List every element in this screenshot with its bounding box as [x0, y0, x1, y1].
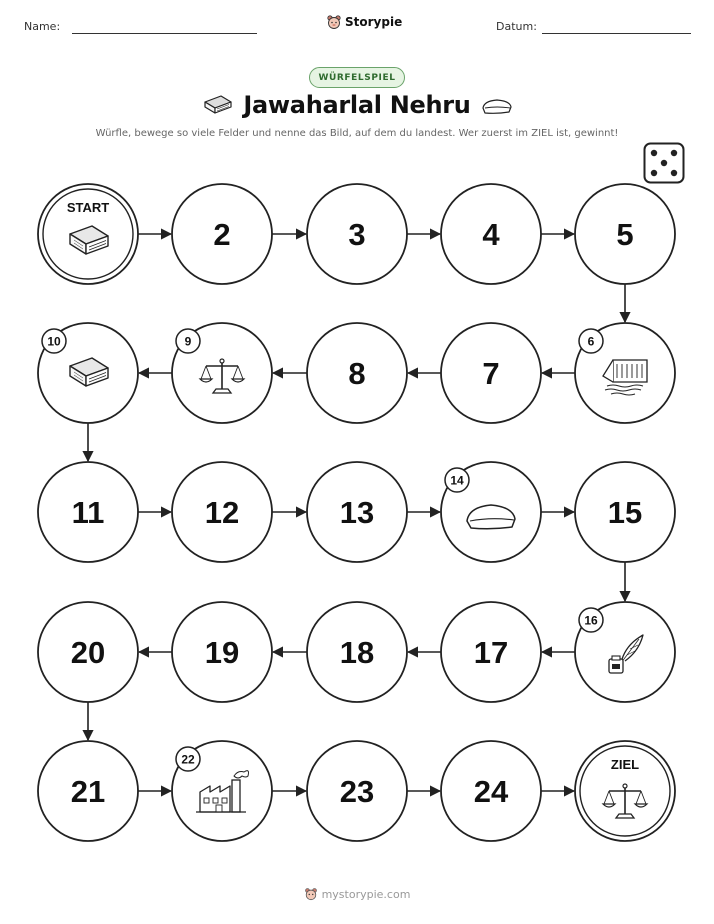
- field-20[interactable]: [38, 602, 138, 702]
- field-19[interactable]: [172, 602, 272, 702]
- field-17[interactable]: [441, 602, 541, 702]
- board-fields: [38, 184, 675, 841]
- field-number-badge: 16: [584, 613, 598, 628]
- field-number: 24: [473, 774, 509, 809]
- field-number: 13: [339, 495, 375, 530]
- field-24[interactable]: [441, 741, 541, 841]
- field-23[interactable]: [307, 741, 407, 841]
- field-9[interactable]: [172, 323, 272, 423]
- field-7[interactable]: [441, 323, 541, 423]
- field-number: 15: [607, 495, 643, 530]
- field-13[interactable]: [307, 462, 407, 562]
- field-10[interactable]: [38, 323, 138, 423]
- field-number: 17: [473, 635, 509, 670]
- field-2[interactable]: [172, 184, 272, 284]
- field-number: 7: [482, 356, 500, 391]
- field-number-badge: 9: [184, 334, 192, 349]
- field-14[interactable]: [441, 462, 541, 562]
- field-number: 11: [71, 495, 105, 530]
- field-22[interactable]: [172, 741, 272, 841]
- field-number: 19: [204, 635, 240, 670]
- field-start[interactable]: [38, 184, 138, 284]
- field-number: 18: [339, 635, 375, 670]
- storypie-mascot-icon: [304, 887, 318, 901]
- footer: [0, 887, 714, 901]
- page-title: Jawaharlal Nehru: [243, 91, 471, 119]
- field-4[interactable]: [441, 184, 541, 284]
- field-number: 12: [204, 495, 240, 530]
- field-label: START: [66, 200, 110, 215]
- instructions-text: Würfle, bewege so viele Felder und nenne das Bild, auf dem du landest. Wer zuerst im ZIEL ist, gewinnt!: [95, 128, 619, 139]
- field-number-badge: 22: [181, 752, 195, 767]
- field-3[interactable]: [307, 184, 407, 284]
- field-number-badge: 10: [47, 334, 61, 349]
- field-number: 23: [339, 774, 375, 809]
- field-15[interactable]: [575, 462, 675, 562]
- field-number-badge: 14: [450, 473, 464, 488]
- footer-url[interactable]: mystorypie.com: [321, 887, 411, 901]
- field-5[interactable]: [575, 184, 675, 284]
- name-label: Name:: [24, 20, 61, 33]
- brand-name: Storypie: [345, 15, 403, 29]
- field-12[interactable]: [172, 462, 272, 562]
- field-number: 21: [70, 774, 106, 809]
- field-number: 2: [213, 217, 231, 252]
- field-18[interactable]: [307, 602, 407, 702]
- field-goal[interactable]: [575, 741, 675, 841]
- field-8[interactable]: [307, 323, 407, 423]
- field-number-badge: 6: [587, 334, 595, 349]
- field-21[interactable]: [38, 741, 138, 841]
- game-type-badge: WÜRFELSPIEL: [309, 67, 405, 88]
- field-number: 3: [348, 217, 366, 252]
- field-16[interactable]: [575, 602, 675, 702]
- field-6[interactable]: [575, 323, 675, 423]
- field-label: ZIEL: [610, 757, 640, 772]
- field-number: 4: [482, 217, 500, 252]
- date-label: Datum:: [496, 20, 537, 33]
- field-number: 5: [616, 217, 634, 252]
- field-number: 20: [70, 635, 106, 670]
- field-11[interactable]: [38, 462, 138, 562]
- field-number: 8: [348, 356, 366, 391]
